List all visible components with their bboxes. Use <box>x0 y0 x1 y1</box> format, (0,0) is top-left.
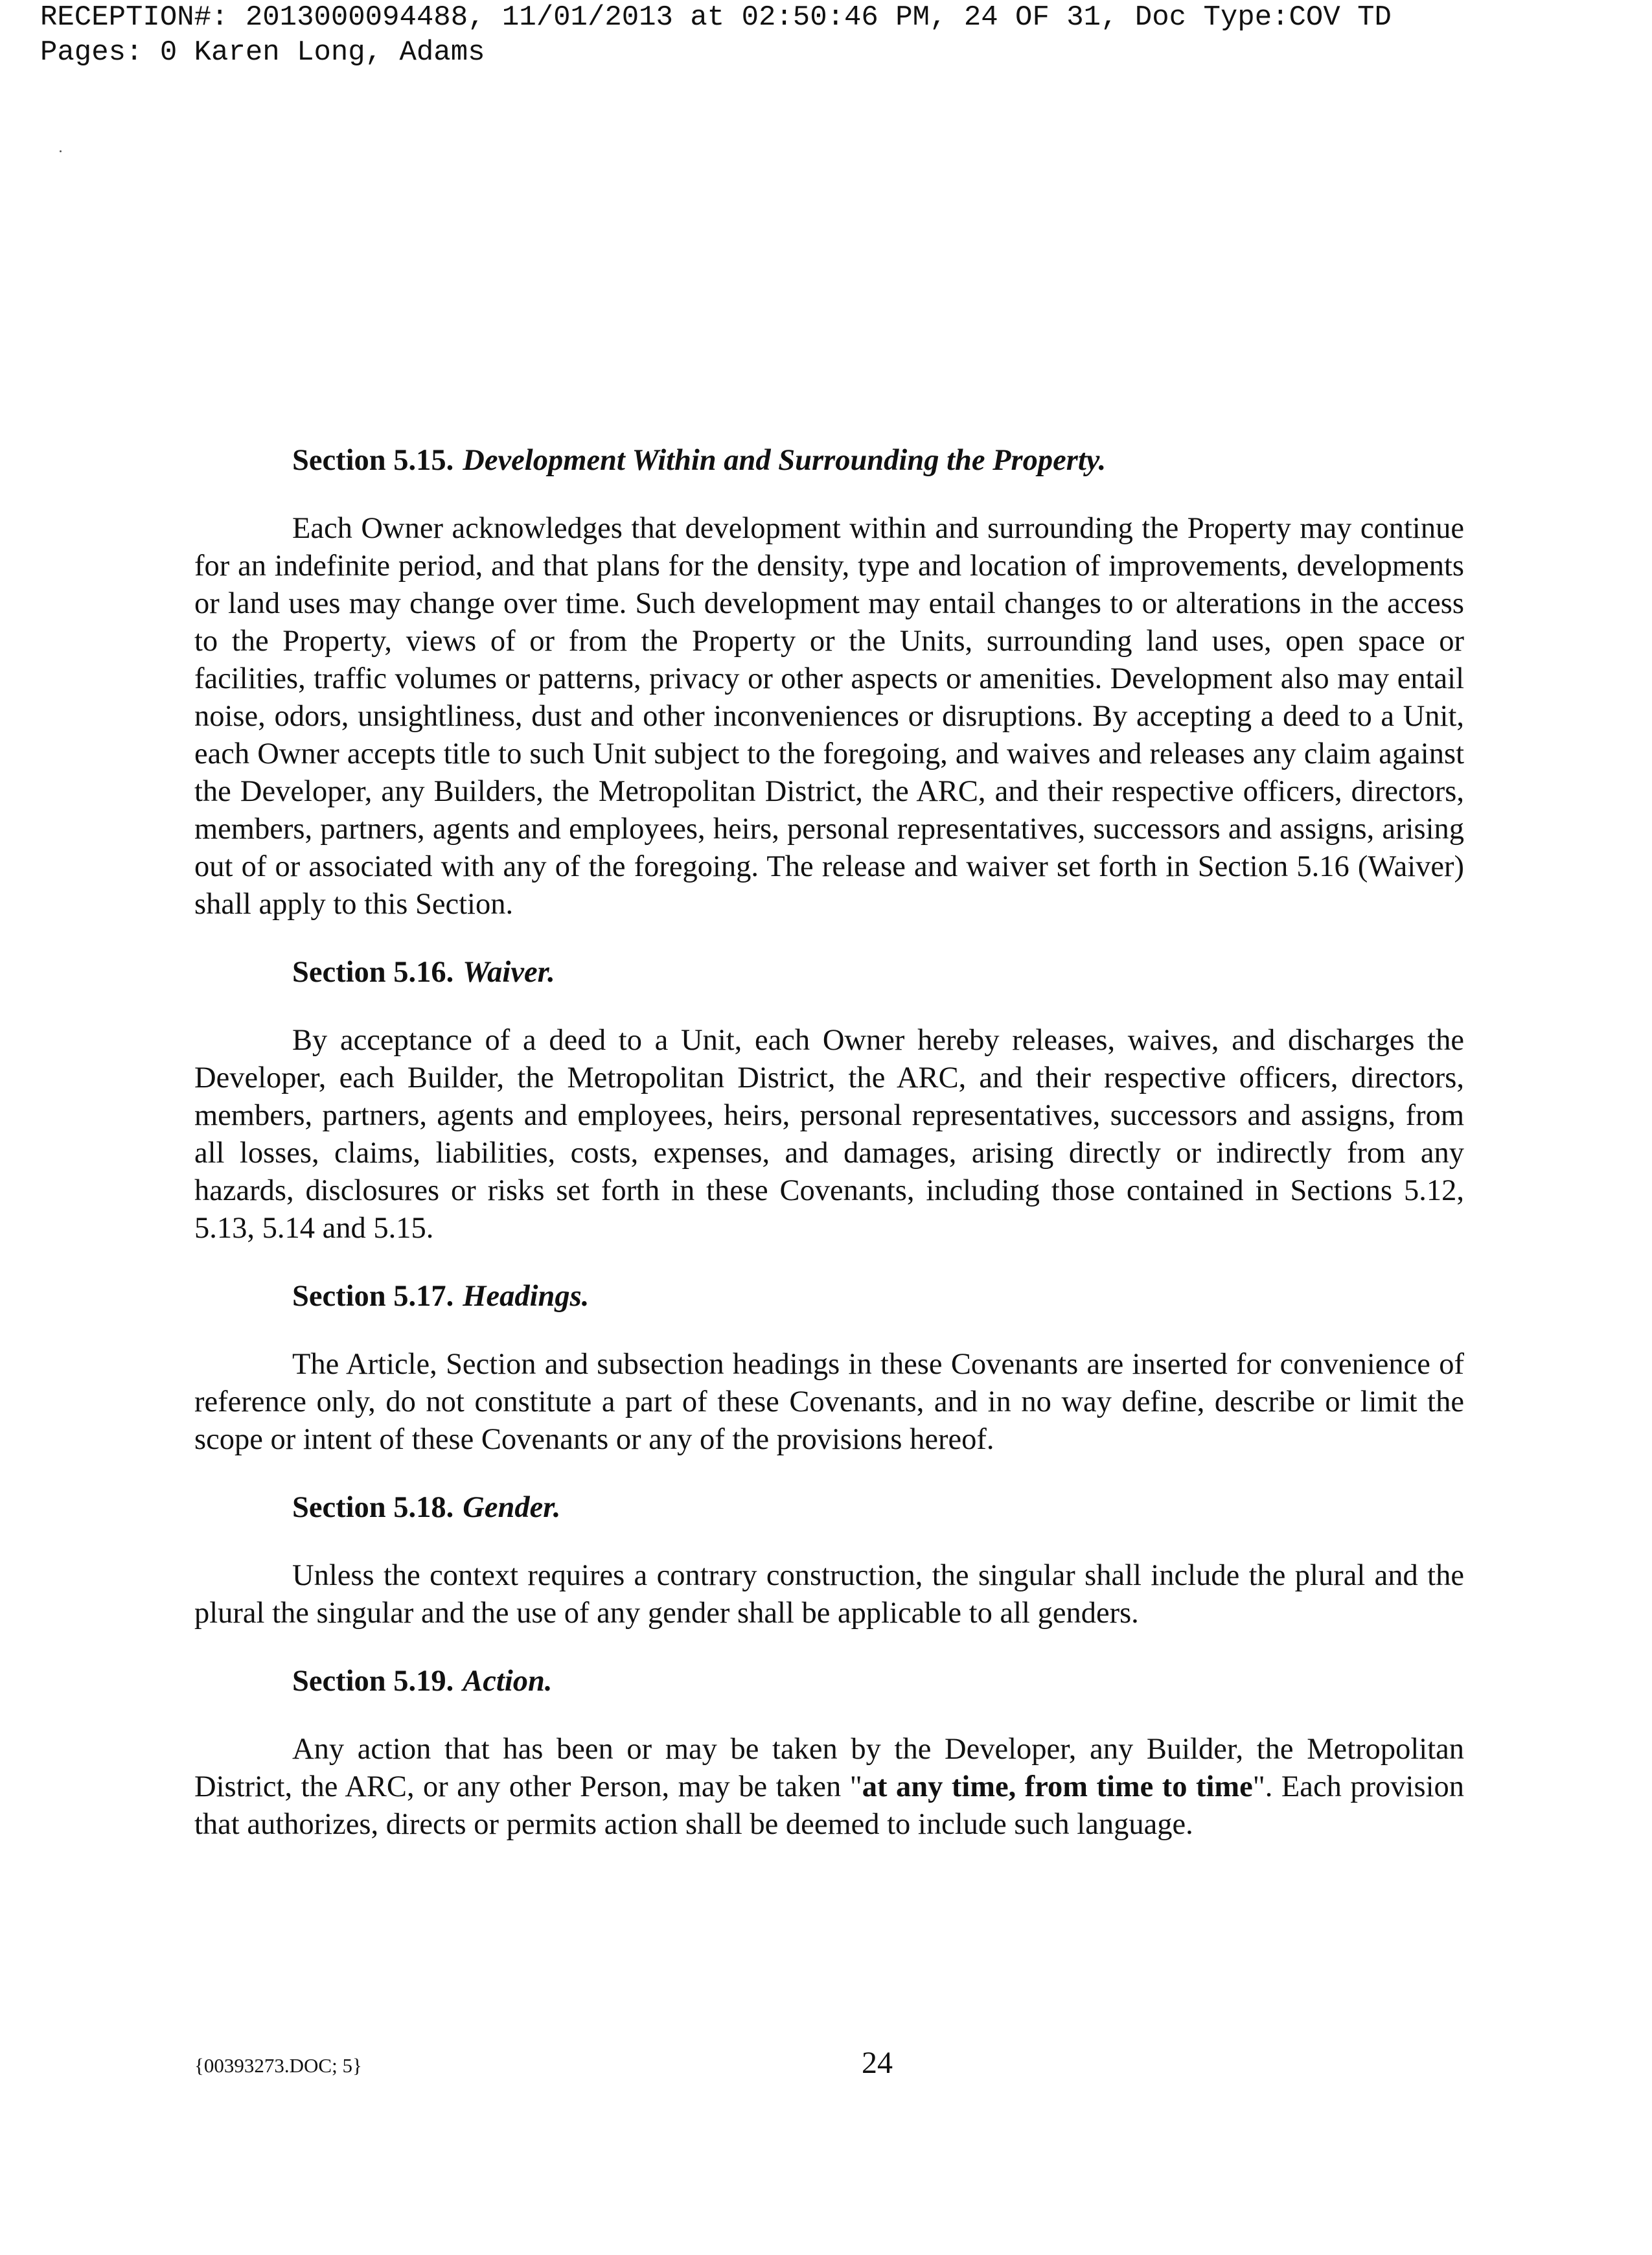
section-heading <box>292 1663 1464 1700</box>
section-paragraph: Each Owner acknowledges that development within and surrounding the Property may continue for an indefinite period, and that plans for the density, type and location of improvements, developments or land uses may change over time. Such development may entail changes to or alterations in the access to the Property, views of or from the Property or the Units, surrounding land uses, open space or facilities, traffic volumes or patterns, privacy or other aspects or amenities. Development also may entail noise, odors, unsightliness, dust and other inconveniences or disruptions. By accepting a deed to a Unit, each Owner accepts title to such Unit subject to the foregoing, and waives and releases any claim against the Developer, any Builders, the Metropolitan District, the ARC, and their respective officers, directors, members, partners, agents and employees, heirs, personal representatives, successors and assigns, arising out of or associated with any of the foregoing. The release and waiver set forth in Section 5.16 (Waiver) shall apply to this Section. <box>194 512 1464 921</box>
section-heading <box>292 1278 1464 1315</box>
section-paragraph <box>194 1731 1464 1844</box>
section-paragraph: The Article, Section and subsection headings in these Covenants are inserted for convenience of reference only, do not constitute a part of these Covenants, and in no way define, describe or limit the scope or intent of these Covenants or any of the provisions hereof. <box>194 1348 1464 1456</box>
section-title: Gender. <box>463 1491 561 1524</box>
action-text-bold: at any time, from time to time <box>862 1770 1253 1803</box>
recording-header-line-1: RECEPTION#: 2013000094488, 11/01/2013 at 02:50:46 PM, 24 OF 31, Doc Type:COV TD <box>40 1 1392 34</box>
section-number: Section 5.16. <box>292 956 454 989</box>
section-paragraph: Unless the context requires a contrary construction, the singular shall include the plural and the plural the singular and the use of any gender shall be applicable to all genders. <box>194 1559 1464 1630</box>
section-heading <box>292 1489 1464 1527</box>
document-body <box>194 442 1464 1874</box>
section-number: Section 5.19. <box>292 1665 454 1698</box>
section-title: Development Within and Surrounding the Property. <box>463 444 1107 477</box>
action-text-before: Any action that has been or may be taken by the Developer, any Builder, the Metropolitan District, the ARC, or any other Person, may be taken " <box>194 1733 1464 1803</box>
section-heading <box>292 954 1464 991</box>
section-number: Section 5.17. <box>292 1280 454 1313</box>
section-number: Section 5.15. <box>292 444 454 477</box>
recording-header-line-2: Pages: 0 Karen Long, Adams <box>40 36 485 69</box>
page-number: 24 <box>862 2046 893 2080</box>
recording-header <box>40 0 1621 70</box>
action-text-after: ". Each provision that authorizes, directs or permits action shall be deemed to include such language. <box>194 1770 1464 1841</box>
section-title: Headings. <box>463 1280 590 1313</box>
section-title: Waiver. <box>463 956 555 989</box>
section-heading <box>292 442 1464 480</box>
section-paragraph: By acceptance of a deed to a Unit, each Owner hereby releases, waives, and discharges the Developer, each Builder, the Metropolitan District, the ARC, and their respective officers, directors, members, partners, agents and employees, heirs, personal representatives, successors and assigns, from all losses, claims, liabilities, costs, expenses, and damages, arising directly or indirectly from any hazards, disclosures or risks set forth in these Covenants, including those contained in Sections 5.12, 5.13, 5.14 and 5.15. <box>194 1024 1464 1245</box>
section-title: Action. <box>463 1665 553 1698</box>
section-number: Section 5.18. <box>292 1491 454 1524</box>
footer-doc-id: {00393273.DOC; 5} <box>194 2054 362 2077</box>
scan-speck <box>60 150 62 152</box>
